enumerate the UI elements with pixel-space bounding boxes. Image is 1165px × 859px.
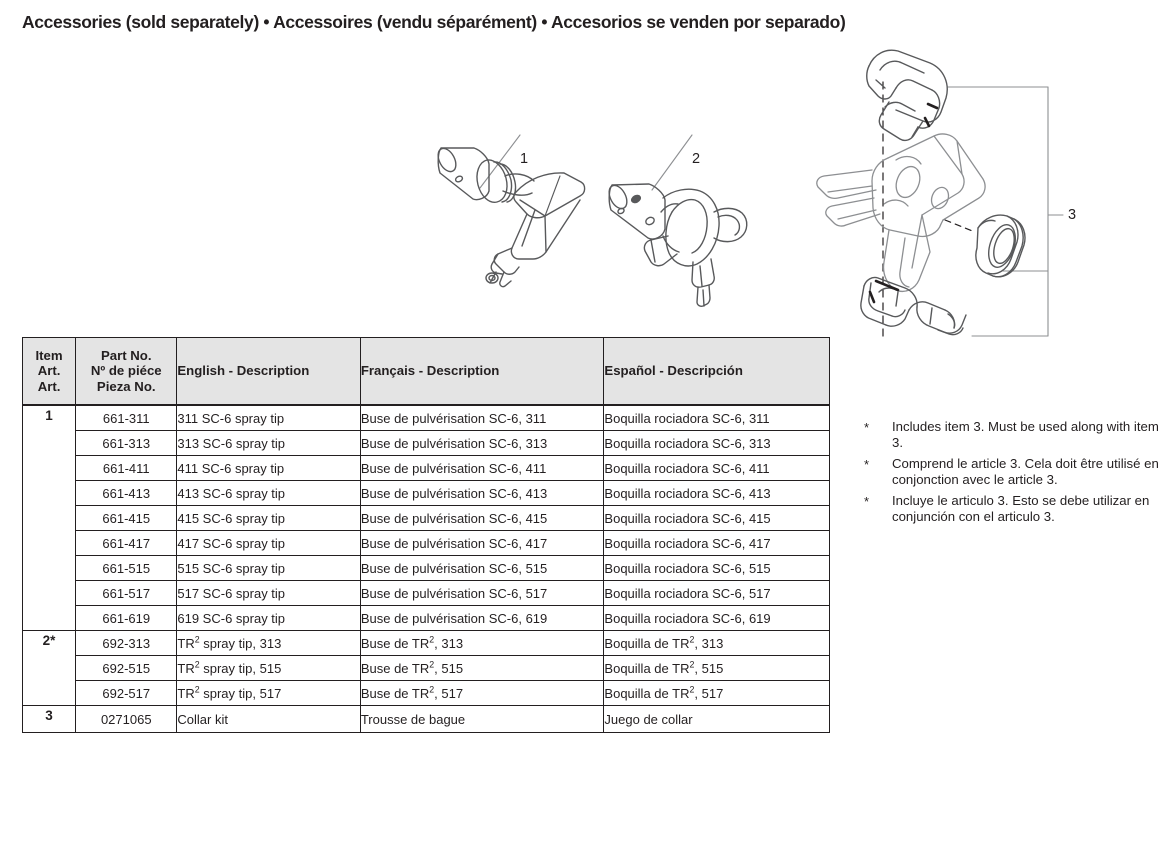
cell-part-number: 661-311 (76, 405, 177, 431)
table-row (23, 681, 830, 706)
cell-description-english: 515 SC-6 spray tip (177, 556, 360, 581)
column-header-part-line2: Nº de piéce (90, 363, 162, 379)
cell-description-english: 417 SC-6 spray tip (177, 531, 360, 556)
cell-description-english: 413 SC-6 spray tip (177, 481, 360, 506)
table-row (23, 405, 830, 431)
column-header-item (23, 338, 76, 406)
cell-description-espanol: Juego de collar (604, 706, 830, 733)
cell-description-francais: Buse de pulvérisation SC-6, 411 (360, 456, 604, 481)
cell-description-espanol: Boquilla rociadora SC-6, 415 (604, 506, 830, 531)
cell-part-number: 661-515 (76, 556, 177, 581)
callout-label-1: 1 (520, 151, 529, 167)
column-header-part-line1: Part No. (100, 347, 152, 363)
cell-description-english: 619 SC-6 spray tip (177, 606, 360, 631)
cell-part-number: 692-313 (76, 631, 177, 656)
cell-description-english: 313 SC-6 spray tip (177, 431, 360, 456)
column-header-part-no (76, 338, 177, 406)
column-header-part-line3: Pieza No. (96, 378, 156, 394)
cell-description-espanol: Boquilla rociadora SC-6, 413 (604, 481, 830, 506)
cell-part-number: 692-515 (76, 656, 177, 681)
cell-description-english: 311 SC-6 spray tip (177, 405, 360, 431)
cell-description-francais: Buse de pulvérisation SC-6, 517 (360, 581, 604, 606)
footnote-item (864, 493, 1164, 524)
table-row (23, 631, 830, 656)
parts-illustrations-svg (0, 40, 1165, 340)
cell-description-espanol: Boquilla de $TR^2$, 517 (604, 681, 830, 706)
cell-description-francais: Buse de pulvérisation SC-6, 413 (360, 481, 604, 506)
cell-description-francais: Buse de pulvérisation SC-6, 415 (360, 506, 604, 531)
table-row (23, 606, 830, 631)
cell-description-francais: Buse de $TR^2$, 515 (360, 656, 604, 681)
cell-description-francais: Buse de pulvérisation SC-6, 515 (360, 556, 604, 581)
table-row (23, 431, 830, 456)
cell-description-english: $TR^2$ spray tip, 515 (177, 656, 360, 681)
column-header-espanol: Español - Descripción (604, 338, 830, 406)
cell-description-francais: Buse de pulvérisation SC-6, 619 (360, 606, 604, 631)
cell-description-english: Collar kit (177, 706, 360, 733)
cell-description-english: 415 SC-6 spray tip (177, 506, 360, 531)
cell-description-francais: Buse de $TR^2$, 517 (360, 681, 604, 706)
table-row (23, 581, 830, 606)
cell-part-number: 0271065 (76, 706, 177, 733)
parts-table (22, 337, 830, 733)
footnote-text: Comprend le article 3. Cela doit être utilisé en conjonction avec le article 3. (892, 456, 1159, 487)
cell-description-francais: Buse de pulvérisation SC-6, 311 (360, 405, 604, 431)
footnote-asterisk-icon: * (864, 494, 870, 510)
cell-item-number: 3 (23, 706, 76, 733)
cell-part-number: 661-413 (76, 481, 177, 506)
table-row (23, 556, 830, 581)
cell-part-number: 661-313 (76, 431, 177, 456)
illustration-item-3 (817, 50, 1063, 336)
footnote-item (864, 456, 1164, 487)
cell-part-number: 661-411 (76, 456, 177, 481)
cell-description-english: $TR^2$ spray tip, 517 (177, 681, 360, 706)
parts-table-body (23, 405, 830, 733)
page-title: Accessories (sold separately) • Accessoires (vendu séparément) • Accesorios se venden por separado) (22, 12, 846, 32)
footnote-item (864, 419, 1164, 450)
cell-description-english: 411 SC-6 spray tip (177, 456, 360, 481)
table-row (23, 456, 830, 481)
column-header-francais: Français - Description (360, 338, 604, 406)
table-row (23, 531, 830, 556)
table-header-row (23, 338, 830, 406)
cell-description-francais: Buse de $TR^2$, 313 (360, 631, 604, 656)
cell-description-espanol: Boquilla rociadora SC-6, 417 (604, 531, 830, 556)
callout-label-3: 3 (1068, 207, 1077, 223)
cell-item-number: 1 (23, 405, 76, 631)
cell-description-espanol: Boquilla rociadora SC-6, 515 (604, 556, 830, 581)
cell-description-francais: Buse de pulvérisation SC-6, 417 (360, 531, 604, 556)
footnote-text: Includes item 3. Must be used along with item 3. (892, 419, 1159, 450)
cell-description-espanol: Boquilla rociadora SC-6, 311 (604, 405, 830, 431)
cell-item-number: 2* (23, 631, 76, 706)
cell-description-english: $TR^2$ spray tip, 313 (177, 631, 360, 656)
column-header-item-line2: Art. (37, 363, 61, 379)
illustration-item-1 (435, 135, 585, 287)
cell-part-number: 661-415 (76, 506, 177, 531)
cell-part-number: 692-517 (76, 681, 177, 706)
cell-description-espanol: Boquilla de $TR^2$, 515 (604, 656, 830, 681)
callout-label-2: 2 (692, 151, 701, 167)
cell-part-number: 661-619 (76, 606, 177, 631)
cell-part-number: 661-417 (76, 531, 177, 556)
illustration-area (0, 40, 1165, 340)
footnote-asterisk-icon: * (864, 457, 870, 473)
footnotes-block (864, 419, 1164, 530)
column-header-item-line3: Art. (37, 378, 61, 394)
table-row (23, 481, 830, 506)
footnote-text: Incluye le articulo 3. Esto se debe utilizar en conjunción con el articulo 3. (892, 493, 1150, 524)
cell-description-francais: Trousse de bague (360, 706, 604, 733)
cell-description-espanol: Boquilla rociadora SC-6, 619 (604, 606, 830, 631)
footnote-asterisk-icon: * (864, 420, 870, 435)
cell-description-espanol: Boquilla rociadora SC-6, 313 (604, 431, 830, 456)
table-row (23, 706, 830, 733)
column-header-english: English - Description (177, 338, 360, 406)
column-header-item-line1: Item (35, 347, 63, 363)
parts-table-head (23, 338, 830, 406)
cell-description-english: 517 SC-6 spray tip (177, 581, 360, 606)
cell-description-espanol: Boquilla rociadora SC-6, 411 (604, 456, 830, 481)
cell-description-espanol: Boquilla rociadora SC-6, 517 (604, 581, 830, 606)
table-row (23, 656, 830, 681)
cell-description-francais: Buse de pulvérisation SC-6, 313 (360, 431, 604, 456)
table-row (23, 506, 830, 531)
illustration-item-2 (606, 135, 747, 306)
cell-part-number: 661-517 (76, 581, 177, 606)
cell-description-espanol: Boquilla de $TR^2$, 313 (604, 631, 830, 656)
